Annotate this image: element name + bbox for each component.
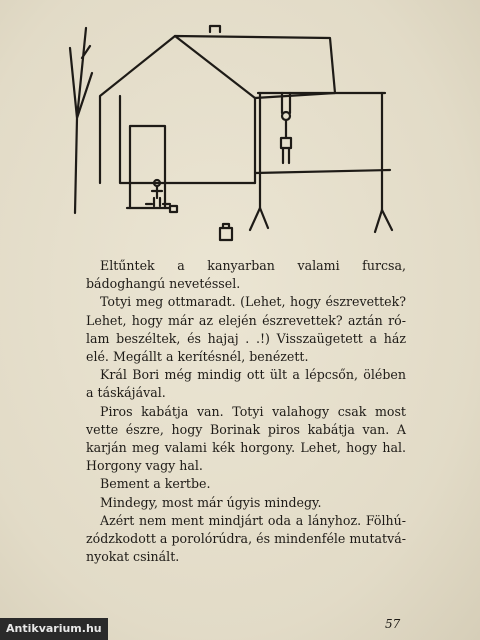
paragraph: Eltűntek a kanyarban valami furcsa, bádoghangú nevetéssel.	[86, 258, 406, 292]
paragraph: Azért nem ment mindjárt oda a lányhoz. Fölhúzódzkodott a porolórúdra, és mindenféle mutatványokat csinált.	[86, 512, 406, 565]
paragraph: Král Bori még mindig ott ült a lépcsőn, ölében a táskájával.	[86, 367, 406, 401]
page-number: 57	[385, 617, 401, 631]
paragraph: Piros kabátja van. Totyi valahogy csak most vette észre, hogy Borinak piros kabátja van. A karján meg valami kék horgony. Lehet, hogy hal. Horgony vagy hal.	[86, 403, 406, 474]
house-tree-swing-icon	[60, 18, 410, 250]
body-text	[86, 257, 406, 566]
paragraph: Bement a kertbe.	[100, 476, 211, 492]
paragraph: Mindegy, most már úgyis mindegy.	[100, 494, 322, 510]
paragraph: Totyi meg ottmaradt. (Lehet, hogy észrevettek? Lehet, hogy már az elején észrevettek? aztán rólam beszéltek, és hajaj . .!) Visszaügetett a ház elé. Megállt a kerítésnél, benézett.	[86, 294, 406, 365]
watermark: Antikvarium.hu	[0, 618, 108, 640]
illustration	[60, 18, 410, 250]
